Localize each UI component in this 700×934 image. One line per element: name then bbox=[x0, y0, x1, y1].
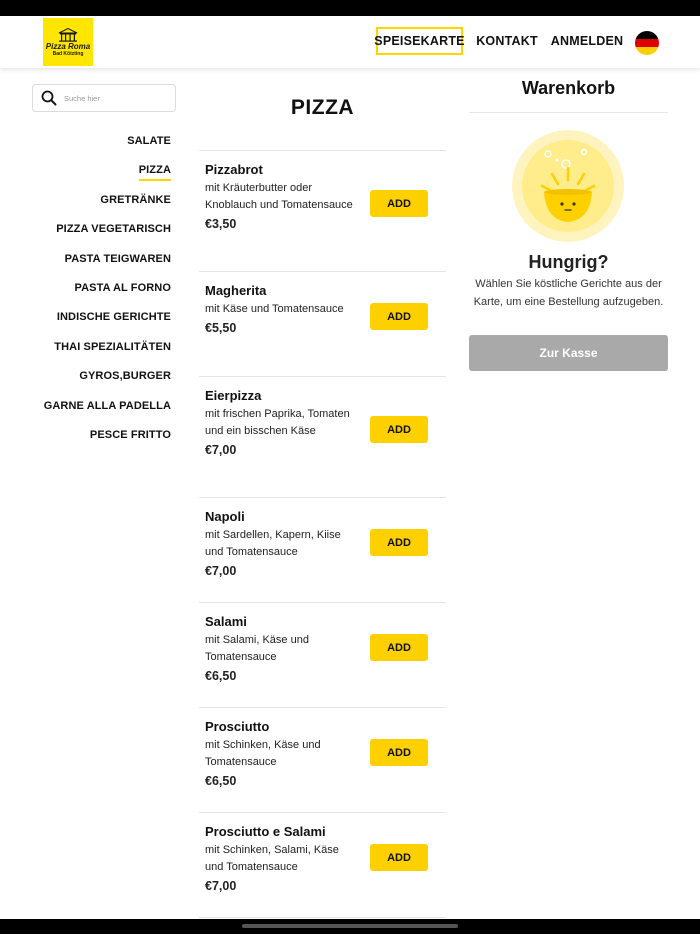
item-price: €7,00 bbox=[205, 443, 237, 458]
item-description: mit frischen Paprika, Tomaten und ein bisschen Käse bbox=[205, 408, 350, 438]
logo-title: Pizza Roma bbox=[45, 41, 91, 51]
category-label: GYROS,BURGER bbox=[79, 370, 171, 383]
menu-item bbox=[199, 708, 446, 813]
category-label: SALATE bbox=[127, 135, 171, 147]
item-description: mit Käse und Tomatensauce bbox=[205, 303, 344, 315]
nav-anmelden[interactable]: ANMELDEN bbox=[550, 34, 624, 48]
category-label: PESCE FRITTO bbox=[89, 428, 171, 441]
menu-item bbox=[199, 151, 446, 272]
cart-empty-title: Hungrig? bbox=[528, 252, 609, 272]
category-salate[interactable] bbox=[30, 135, 171, 164]
category-label: PASTA TEIGWAREN bbox=[64, 252, 171, 265]
search-box[interactable] bbox=[32, 84, 176, 112]
item-price: €6,50 bbox=[205, 774, 237, 789]
cart-empty-text: Wählen Sie köstliche Gerichte aus der Karte, um eine Bestellung aufzugeben. bbox=[473, 278, 664, 308]
category-label: GARNE ALLA PADELLA bbox=[43, 399, 171, 412]
flag-germany-icon[interactable] bbox=[635, 31, 659, 55]
nav-kontakt[interactable]: KONTAKT bbox=[476, 34, 538, 48]
item-price: €6,50 bbox=[205, 669, 237, 684]
category-pizza[interactable] bbox=[30, 164, 171, 193]
category-label: GRETRÄNKE bbox=[100, 193, 171, 206]
item-name: Magherita bbox=[205, 283, 267, 298]
category-label: INDISCHE GERICHTE bbox=[56, 311, 171, 324]
category-label: PIZZA VEGETARISCH bbox=[56, 223, 171, 236]
add-button[interactable]: ADD bbox=[370, 529, 428, 556]
menu-item bbox=[199, 813, 446, 918]
add-button[interactable]: ADD bbox=[370, 739, 428, 766]
cart-title: Warenkorb bbox=[521, 78, 616, 98]
item-description: mit Kräuterbutter oder Knoblauch und Tomatensauce bbox=[205, 182, 353, 212]
category-indische-gerichte[interactable] bbox=[30, 311, 171, 340]
add-button[interactable]: ADD bbox=[370, 190, 428, 217]
nav-speisekarte[interactable]: SPEISEKARTE bbox=[376, 27, 463, 55]
menu-item bbox=[199, 377, 446, 498]
item-name: Prosciutto bbox=[205, 719, 270, 734]
menu-list bbox=[199, 150, 446, 918]
item-price: €7,00 bbox=[205, 879, 237, 894]
category-label: THAI SPEZIALITÄTEN bbox=[54, 340, 171, 353]
item-name: Napoli bbox=[205, 509, 245, 524]
item-price: €3,50 bbox=[205, 217, 237, 232]
category-pesce-fritto[interactable] bbox=[30, 429, 171, 458]
item-description: mit Sardellen, Kapern, Kiise und Tomatensauce bbox=[205, 529, 341, 559]
item-name: Prosciutto e Salami bbox=[205, 824, 326, 839]
category-label: PASTA AL FORNO bbox=[74, 281, 171, 294]
hungry-bowl-icon bbox=[512, 130, 624, 242]
category-list bbox=[30, 135, 171, 458]
site-header bbox=[0, 16, 700, 68]
add-button[interactable]: ADD bbox=[370, 416, 428, 443]
divider bbox=[469, 112, 668, 113]
pizza-building-icon bbox=[57, 28, 79, 42]
add-button[interactable]: ADD bbox=[370, 303, 428, 330]
category-garne-alla-padella[interactable] bbox=[30, 400, 171, 429]
category-pasta-teigwaren[interactable] bbox=[30, 253, 171, 282]
menu-item bbox=[199, 498, 446, 603]
item-price: €7,00 bbox=[205, 564, 237, 579]
checkout-button[interactable]: Zur Kasse bbox=[469, 335, 668, 371]
add-button[interactable]: ADD bbox=[370, 844, 428, 871]
section-title: PIZZA bbox=[290, 96, 355, 119]
logo-subtitle: Bad Kötzting bbox=[52, 50, 84, 57]
item-name: Eierpizza bbox=[205, 388, 262, 403]
category-getraenke[interactable] bbox=[30, 194, 171, 223]
item-name: Pizzabrot bbox=[205, 162, 263, 177]
search-icon bbox=[41, 90, 57, 106]
category-pasta-al-forno[interactable] bbox=[30, 282, 171, 311]
category-pizza-vegetarisch[interactable] bbox=[30, 223, 171, 252]
item-description: mit Salami, Käse und Tomatensauce bbox=[205, 634, 309, 664]
item-price: €5,50 bbox=[205, 321, 237, 336]
pizza-roma-logo[interactable] bbox=[43, 18, 93, 66]
category-label: PIZZA bbox=[139, 164, 171, 181]
category-gyros-burger[interactable] bbox=[30, 370, 171, 399]
home-indicator[interactable] bbox=[242, 924, 458, 928]
category-thai-spezialitaeten[interactable] bbox=[30, 341, 171, 370]
status-bar bbox=[0, 0, 700, 16]
add-button[interactable]: ADD bbox=[370, 634, 428, 661]
search-input[interactable] bbox=[64, 94, 164, 103]
menu-item bbox=[199, 272, 446, 377]
item-description: mit Schinken, Käse und Tomatensauce bbox=[205, 739, 321, 769]
item-description: mit Schinken, Salami, Käse und Tomatensauce bbox=[205, 844, 339, 874]
item-name: Salami bbox=[205, 614, 247, 629]
menu-item bbox=[199, 603, 446, 708]
